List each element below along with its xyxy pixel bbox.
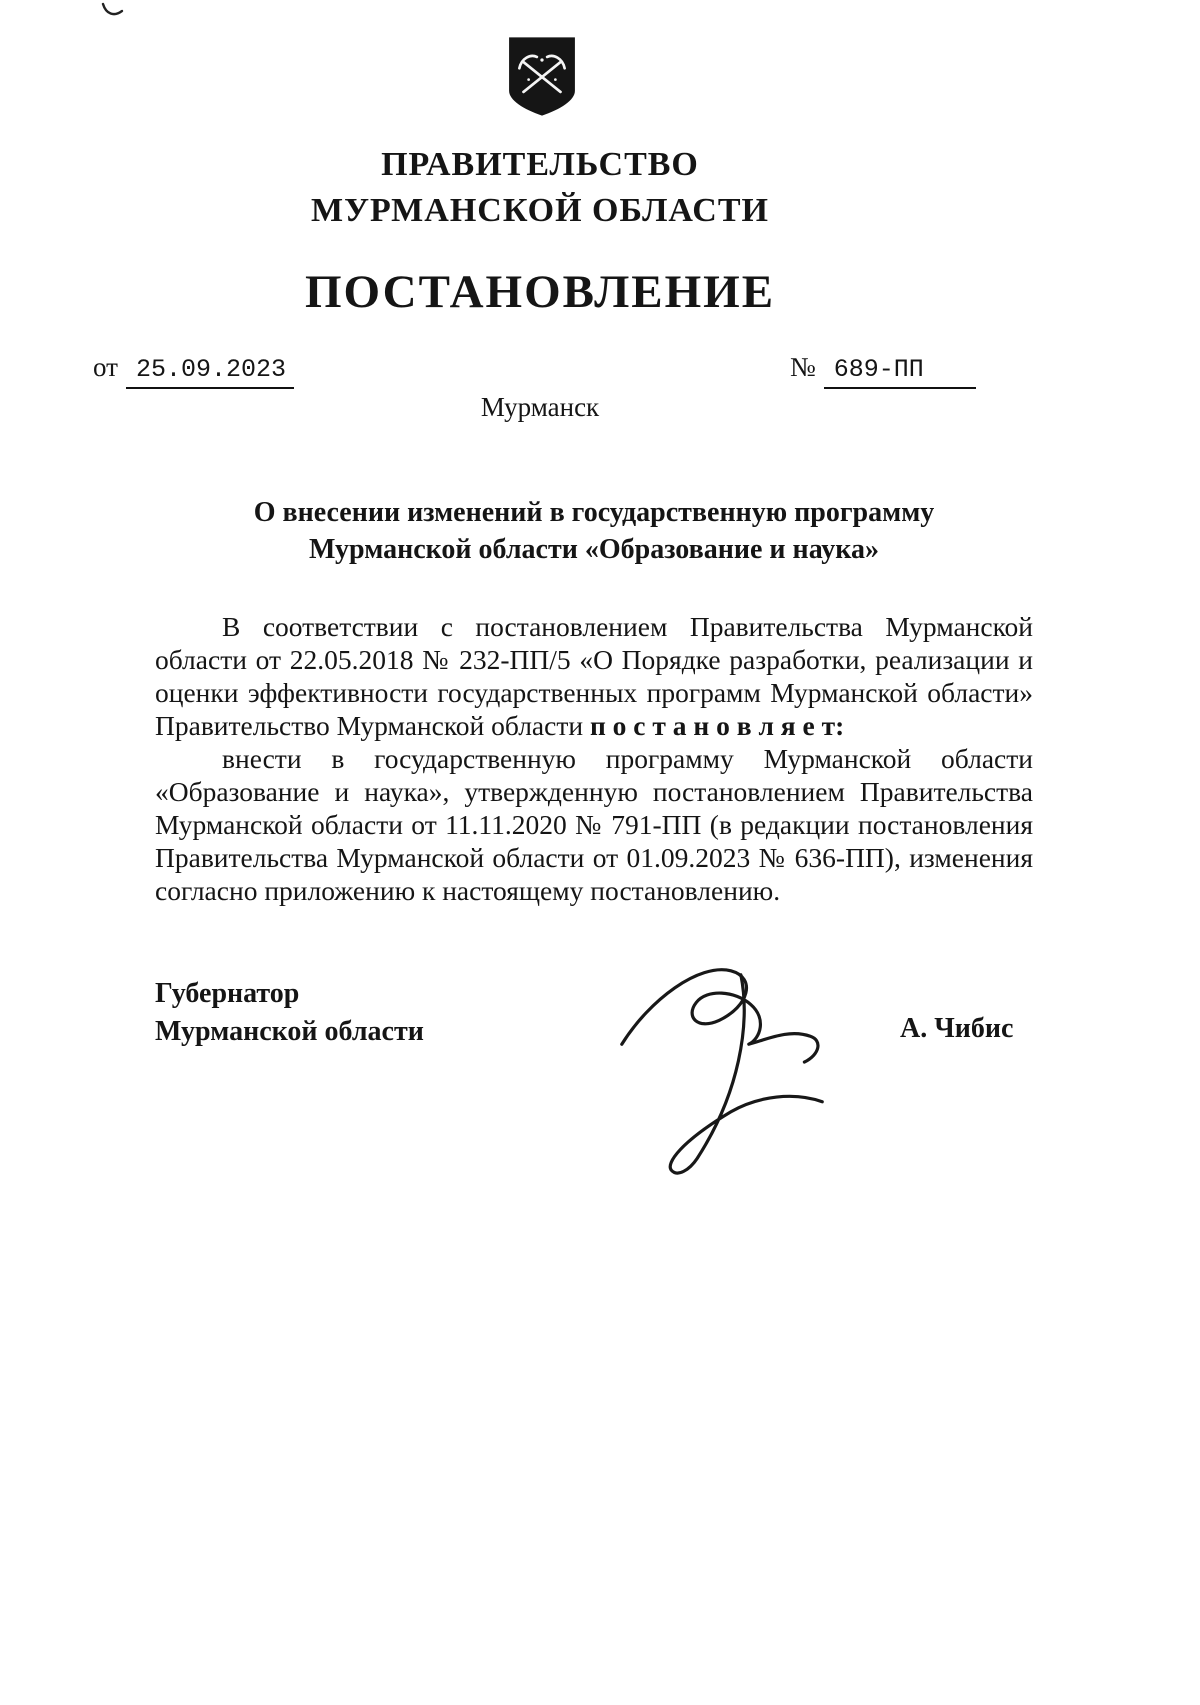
signer-title bbox=[155, 975, 424, 1051]
doc-date bbox=[93, 352, 294, 389]
doc-number bbox=[790, 352, 976, 389]
date-value: 25.09.2023 bbox=[126, 355, 294, 389]
paragraph-1-bold-resolves: п о с т а н о в л я е т: bbox=[589, 710, 845, 741]
scan-artifact-mark bbox=[100, 2, 126, 25]
coat-of-arms-icon bbox=[506, 35, 578, 118]
doc-title-line1: О внесении изменений в государственную программу bbox=[253, 497, 935, 528]
org-name-line1: ПРАВИТЕЛЬСТВО bbox=[381, 146, 699, 183]
handwritten-signature bbox=[598, 945, 850, 1203]
org-name-line2: МУРМАНСКОЙ ОБЛАСТИ bbox=[311, 192, 769, 229]
number-label: № bbox=[790, 352, 816, 382]
signer-title-line2: Мурманской области bbox=[155, 1016, 424, 1047]
paragraph-1 bbox=[155, 610, 1033, 742]
date-label: от bbox=[93, 352, 118, 382]
signer-name: А. Чибис bbox=[900, 1013, 1014, 1044]
signer-title-line1: Губернатор bbox=[155, 978, 300, 1009]
number-value: 689-ПП bbox=[824, 355, 976, 389]
doc-title bbox=[155, 494, 1033, 568]
doc-body bbox=[155, 610, 1033, 907]
doc-type-heading: ПОСТАНОВЛЕНИЕ bbox=[304, 266, 776, 318]
paragraph-2: внести в государственную программу Мурманской области «Образование и наука», утвержденную постановлением Правительства Мурманской области от 11.11.2020 № 791-ПП (в редакции постановления Правительства Мурманской области от 01.09.2023 № 636-ПП), изменения согласно приложению к настоящему постановлению. bbox=[155, 743, 1033, 906]
org-name bbox=[0, 142, 1080, 234]
city-label: Мурманск bbox=[480, 392, 600, 422]
paragraph-1-text: В соответствии с постановлением Правительства Мурманской области от 22.05.2018 № 232-ПП/5 «О Порядке разработки, реализации и оценки эффективности государственных программ Мурманской области» Правительство Мурманской области bbox=[155, 611, 1033, 741]
doc-title-line2: Мурманской области «Образование и наука» bbox=[309, 534, 879, 565]
